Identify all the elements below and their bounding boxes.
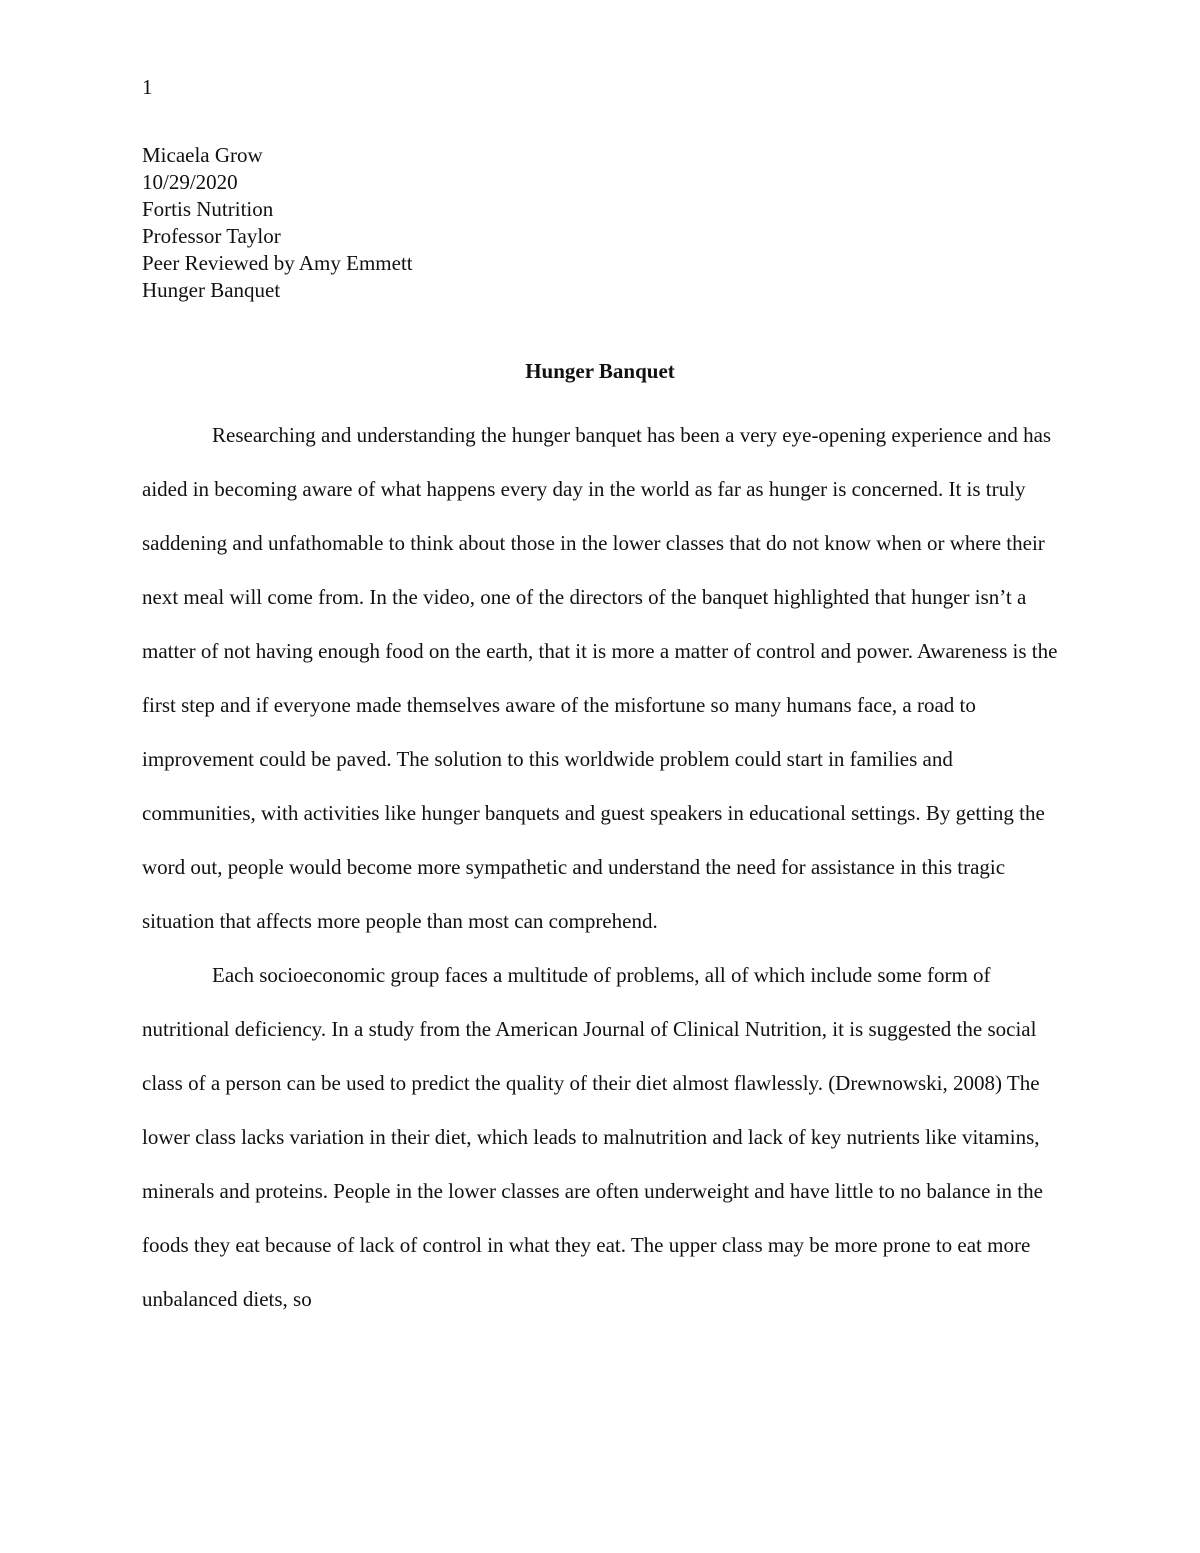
course-name: Fortis Nutrition — [142, 197, 274, 221]
page-number: 1 — [142, 75, 153, 99]
heading-block — [142, 142, 842, 304]
paragraph-1: Researching and understanding the hunger banquet has been a very eye-opening experience and has aided in becoming aware of what happens every day in the world as far as hunger is concerned. It is truly saddening and unfathomable to think about those in the lower classes that do not know when or where their next meal will come from. In the video, one of the directors of the banquet highlighted that hunger isn’t a matter of not having enough food on the earth, that it is more a matter of control and power. Awareness is the first step and if everyone made themselves aware of the misfortune so many humans face, a road to improvement could be paved. The solution to this worldwide problem could start in families and communities, with activities like hunger banquets and guest speakers in educational settings. By getting the word out, people would become more sympathetic and understand the need for assistance in this tragic situation that affects more people than most can comprehend. — [142, 423, 1058, 933]
paragraph-2: Each socioeconomic group faces a multitude of problems, all of which include some form of nutritional deficiency. In a study from the American Journal of Clinical Nutrition, it is suggested the social class of a person can be used to predict the quality of their diet almost flawlessly. (Drewnowski, 2008) The lower class lacks variation in their diet, which leads to malnutrition and lack of key nutrients like vitamins, minerals and proteins. People in the lower classes are often underweight and have little to no balance in the foods they eat because of lack of control in what they eat. The upper class may be more prone to eat more unbalanced diets, so — [142, 963, 1043, 1311]
assignment-name: Hunger Banquet — [142, 278, 281, 302]
essay-title: Hunger Banquet — [525, 359, 675, 383]
instructor-name: Professor Taylor — [142, 224, 281, 248]
peer-reviewer: Peer Reviewed by Amy Emmett — [142, 251, 413, 275]
date: 10/29/2020 — [142, 170, 238, 194]
author-name: Micaela Grow — [142, 143, 263, 167]
essay-body — [142, 408, 1060, 1326]
